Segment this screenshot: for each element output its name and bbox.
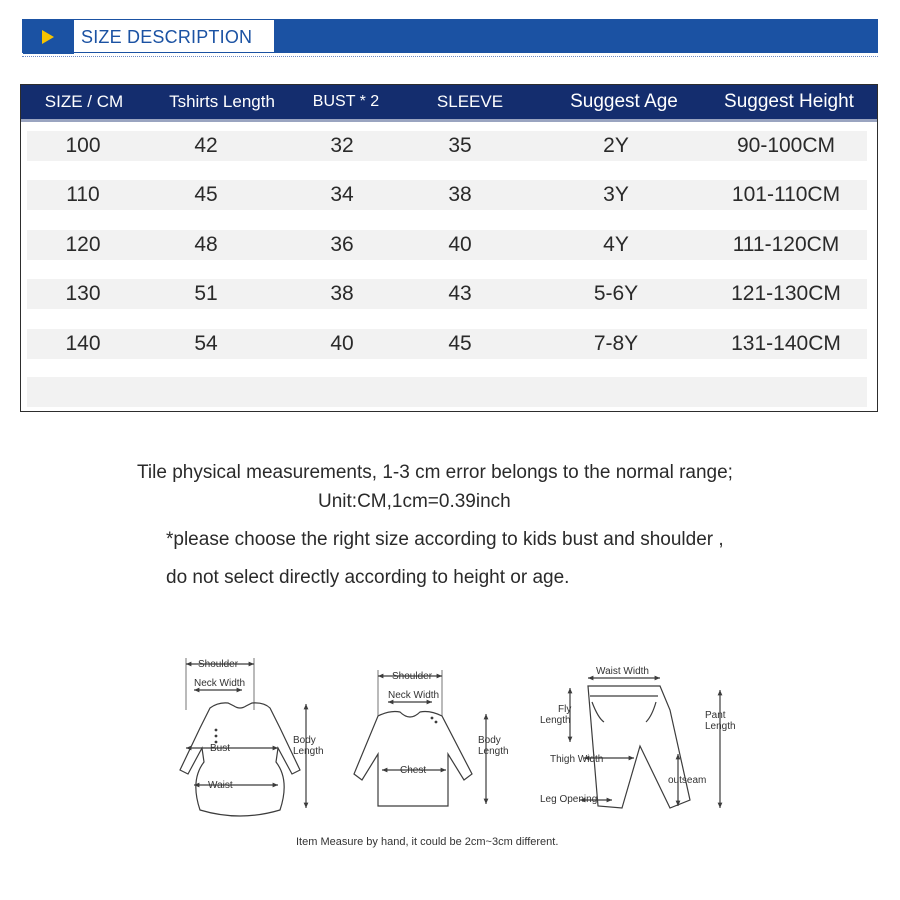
note-line-4: do not select directly according to height or age. <box>166 567 570 588</box>
cell-sleeve: 35 <box>448 134 472 157</box>
column-header-sleeve: SLEEVE <box>436 92 504 111</box>
label-shoulder: Shoulder <box>198 659 239 670</box>
label-bust: Bust <box>210 743 231 754</box>
cell-height: 131-140CM <box>731 332 841 355</box>
divider <box>22 56 878 57</box>
cell-size: 140 <box>65 332 101 355</box>
table-row <box>27 131 867 161</box>
cell-bust: 36 <box>330 233 354 256</box>
table-row <box>27 279 867 309</box>
pocket-line <box>646 702 656 722</box>
cell-height: 90-100CM <box>736 134 836 157</box>
label-body: Body <box>478 735 501 746</box>
table-row <box>27 180 867 210</box>
arrow-box <box>23 20 74 54</box>
label-pant-length: Length <box>705 721 736 732</box>
table-row <box>27 230 867 260</box>
cell-age: 4Y <box>603 233 629 256</box>
cell-size: 120 <box>65 233 101 256</box>
button-dot <box>215 729 218 732</box>
cell-bust: 32 <box>330 134 354 157</box>
label-body: Body <box>293 735 316 746</box>
label-shoulder: Shoulder <box>392 671 433 682</box>
shirt-diagram <box>354 670 509 806</box>
section-banner <box>22 19 878 53</box>
cell-length: 48 <box>194 233 218 256</box>
cell-size: 100 <box>65 134 101 157</box>
measurement-diagrams <box>130 650 750 830</box>
label-length: Length <box>293 746 324 757</box>
cell-age: 2Y <box>603 134 629 157</box>
dress-outline <box>180 703 300 816</box>
cell-bust: 40 <box>330 332 354 355</box>
cell-size: 110 <box>66 183 100 206</box>
button-dot <box>215 735 218 738</box>
cell-length: 54 <box>194 332 218 355</box>
button-dot <box>431 717 434 720</box>
label-leg-opening: Leg Opening <box>540 794 598 805</box>
label-length: Length <box>478 746 509 757</box>
size-table <box>20 84 878 412</box>
label-outseam: outseam <box>668 775 707 786</box>
cell-age: 3Y <box>603 183 629 206</box>
label-waist-width: Waist Width <box>596 666 649 677</box>
table-header <box>21 85 877 122</box>
label-waist: Waist <box>208 780 233 791</box>
cell-age: 5-6Y <box>593 282 639 305</box>
shirt-outline <box>354 712 472 807</box>
play-arrow-icon <box>42 30 54 44</box>
label-chest: Chest <box>400 765 427 776</box>
label-neck-width: Neck Width <box>194 678 246 689</box>
note-line-3: *please choose the right size according to kids bust and shoulder , <box>166 529 724 550</box>
label-fly-length: Length <box>540 715 571 726</box>
cell-length: 51 <box>194 282 218 305</box>
diagram-caption: Item Measure by hand, it could be 2cm~3cm different. <box>296 836 559 848</box>
banner-tag <box>22 19 275 53</box>
cell-height: 101-110CM <box>731 183 841 206</box>
cell-height: 111-120CM <box>732 233 840 256</box>
button-dot <box>435 721 438 724</box>
cell-bust: 34 <box>330 183 354 206</box>
pants-diagram <box>540 666 736 808</box>
cell-length: 42 <box>194 134 218 157</box>
banner-bar <box>254 19 878 53</box>
table-row <box>27 329 867 359</box>
table-row-empty <box>27 377 867 407</box>
column-header-size: SIZE / CM <box>44 92 124 111</box>
cell-height: 121-130CM <box>731 282 841 305</box>
column-header-length: Tshirts Length <box>169 92 275 111</box>
label-pant: Pant <box>705 710 726 721</box>
label-thigh-width: Thigh Width <box>550 754 604 765</box>
pocket-line <box>592 702 604 722</box>
cell-sleeve: 38 <box>448 183 472 206</box>
label-neck-width: Neck Width <box>388 690 440 701</box>
section-title: SIZE DESCRIPTION <box>81 27 253 47</box>
dress-diagram <box>180 658 324 816</box>
note-line-2: Unit:CM,1cm=0.39inch <box>318 491 511 512</box>
cell-sleeve: 43 <box>448 282 472 305</box>
cell-bust: 38 <box>330 282 354 305</box>
pants-outline <box>588 686 690 808</box>
note-line-1: Tile physical measurements, 1-3 cm error belongs to the normal range; <box>137 462 733 483</box>
cell-size: 130 <box>65 282 101 305</box>
column-header-age: Suggest Age <box>570 91 678 112</box>
column-header-height: Suggest Height <box>724 91 854 112</box>
cell-length: 45 <box>194 183 218 206</box>
cell-age: 7-8Y <box>593 332 639 355</box>
cell-sleeve: 45 <box>448 332 472 355</box>
column-header-bust: BUST * 2 <box>312 93 380 110</box>
cell-sleeve: 40 <box>448 233 472 256</box>
label-fly: Fly <box>558 704 572 715</box>
